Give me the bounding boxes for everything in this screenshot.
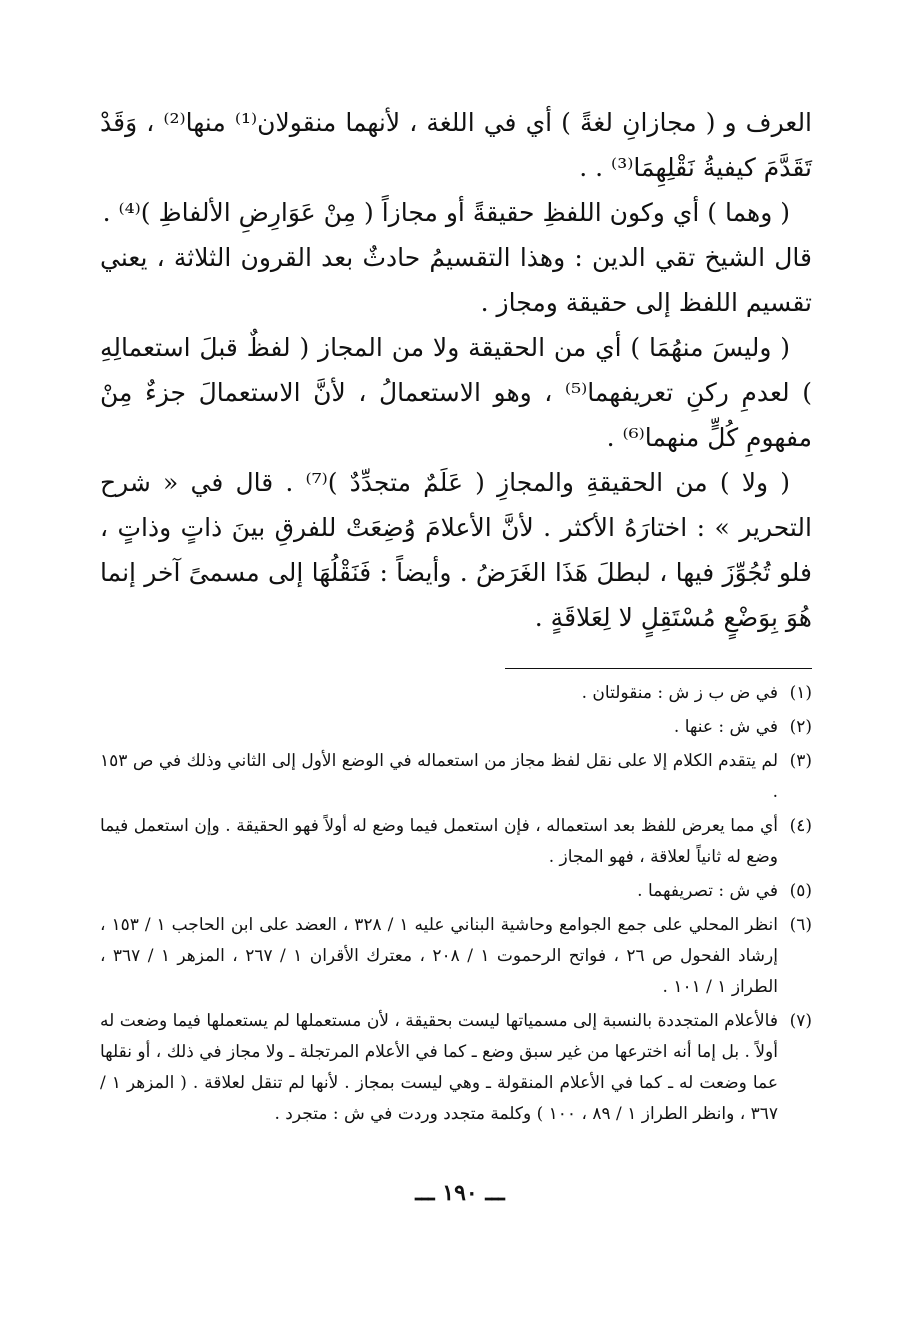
footnote-text: في ش : تصريفهما . (637, 881, 778, 901)
footnotes (100, 678, 812, 1133)
footnote (100, 712, 812, 743)
footnote-number: (٧) (789, 1011, 812, 1031)
footnote-text: في ش : عنها . (673, 717, 778, 737)
paragraph: قال الشيخ تقي الدين : وهذا التقسيمُ حادثٌ بعد القرون الثلاثة ، يعني تقسيم اللفظ إلى حقيقة ومجاز . (100, 243, 812, 317)
footnote (100, 1006, 812, 1130)
footnote-number: (٤) (789, 816, 812, 836)
footnote (100, 910, 812, 1003)
footnote (100, 678, 812, 709)
main-text (100, 100, 812, 640)
footnote-number: (٦) (789, 915, 812, 935)
footnote-number: (٢) (789, 717, 812, 737)
footnote-text: أي مما يعرض للفظ بعد استعماله ، فإن استعمل فيما وضع له أولاً فهو الحقيقة . وإن استعمل فيما وضع له ثانياً لعلاقة ، فهو المجاز . (100, 816, 778, 867)
footnote-number: (٥) (789, 881, 812, 901)
paragraph: ( ولا ) من الحقيقةِ والمجازِ ( عَلَمٌ متجدِّدٌ )⁽⁷⁾ . قال في « شرح التحرير » : اختارَهُ الأكثر . لأنَّ الأعلامَ وُضِعَتْ للفرقِ بينَ ذاتٍ وذاتٍ ، فلو تُجُوِّزَ فيها ، لبطلَ هَذَا الغَرَضُ . وأيضاً : فَنَقْلُهَا إلى مسمىً آخر إنما هُوَ بِوَضْعٍ مُسْتَقِلٍ لا لِعَلاقَةٍ . (100, 468, 812, 632)
paragraph: ( وليسَ منهُمَا ) أي من الحقيقة ولا من المجاز ( لفظٌ قبلَ استعمالِهِ ) لعدمِ ركنِ تعريفهما⁽⁵⁾ ، وهو الاستعمالُ ، لأنَّ الاستعمالَ جزءٌ مِنْ مفهومِ كُلٍّ منهما⁽⁶⁾ . (100, 333, 813, 452)
footnote-text: فالأعلام المتجددة بالنسبة إلى مسمياتها ليست بحقيقة ، لأن مستعملها لم يستعملها فيما وضعت له أولاً . بل إما أنه اخترعها من غير سبق وضع ـ كما في الأعلام المرتجلة ـ ولا مجاز في ذلك ، أو نقلها عما وضعت له ـ كما في الأعلام المنقولة ـ وهي ليست بمجاز . لأنها لم تنقل لعلاقة . ( المزهر ١ / ٣٦٧ ، وانظر الطراز ١ / ٨٩ ، ١٠٠ ) وكلمة متجدد وردت في ش : متجرد . (100, 1011, 778, 1124)
footnote-text: انظر المحلي على جمع الجوامع وحاشية البناني عليه ١ / ٣٢٨ ، العضد على ابن الحاجب ١ / ١٥٣ ، إرشاد الفحول ص ٢٦ ، فواتح الرحموت ١ / ٢٠٨ ، معترك الأقران ١ / ٢٦٧ ، المزهر ١ / ٣٦٧ ، الطراز ١ / ١٠١ . (100, 915, 778, 997)
page-number: ـــ ١٩٠ ـــ (415, 1180, 505, 1206)
footnote-number: (٣) (789, 751, 812, 771)
paragraph: ( وهما ) أي وكون اللفظِ حقيقةً أو مجازاً ( مِنْ عَوَارِضِ الألفاظِ )⁽⁴⁾ . (102, 198, 790, 227)
footnote-text: لم يتقدم الكلام إلا على نقل لفظ مجاز من استعماله في الوضع الأول إلى الثاني وذلك في ص ١٥٣ . (100, 751, 778, 802)
footnote (100, 876, 812, 907)
footnote (100, 811, 812, 873)
footnote-text: في ض ب ز ش : منقولتان . (581, 683, 778, 703)
footnote (100, 746, 812, 808)
paragraph: العرف و ( مجازانِ لغةً ) أي في اللغة ، لأنهما منقولان⁽¹⁾ منها⁽²⁾ ، وَقَدْ تَقَدَّمَ كيفيةُ نَقْلِهِمَا⁽³⁾ . . (100, 108, 813, 182)
footnote-number: (١) (789, 683, 812, 703)
footnote-divider (505, 668, 812, 669)
